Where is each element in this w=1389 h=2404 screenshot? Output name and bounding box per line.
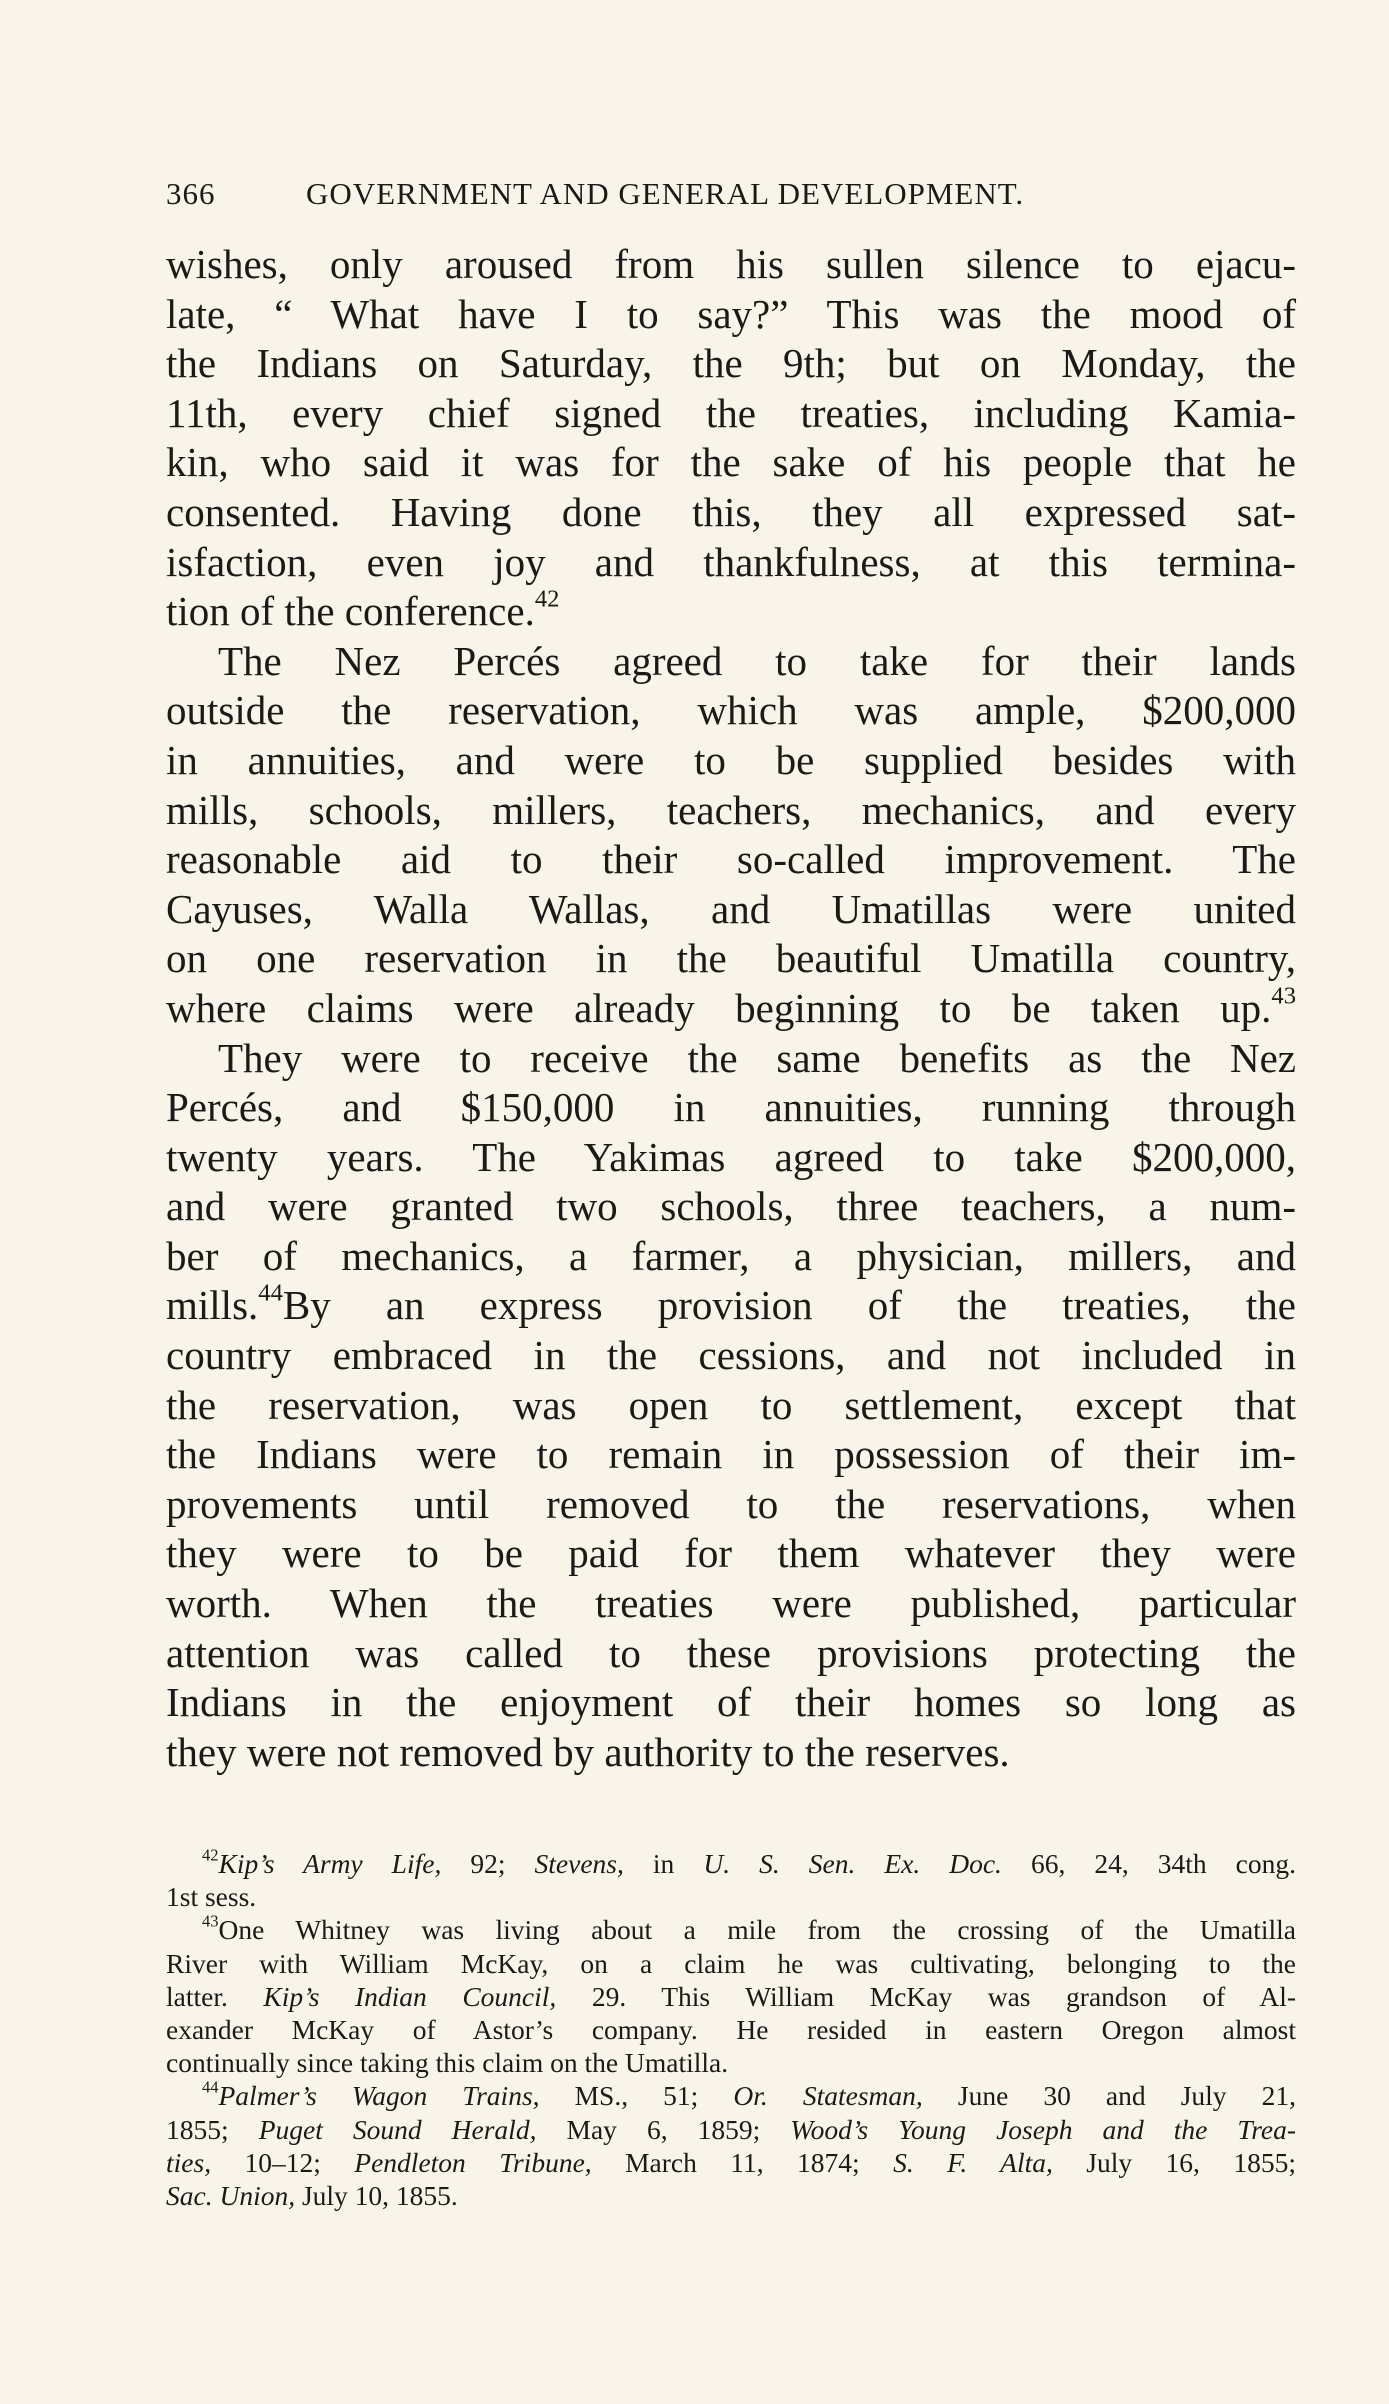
body-line: Cayuses, Walla Wallas, and Umatillas were united — [166, 885, 1296, 932]
body-line: provements until removed to the reservations, when — [166, 1480, 1296, 1527]
body-line: The Nez Percés agreed to take for their lands — [218, 637, 1296, 684]
body-line: isfaction, even joy and thankfulness, at this termina- — [166, 538, 1296, 585]
running-title: GOVERNMENT AND GENERAL DEVELOPMENT. — [306, 176, 1025, 211]
body-line: Indians in the enjoyment of their homes so long as — [166, 1679, 1296, 1726]
running-head — [166, 176, 1296, 220]
body-line: and were granted two schools, three teachers, a num- — [166, 1183, 1296, 1230]
footnote-line — [166, 2113, 1296, 2146]
footnote-text: May 6, 1859; — [536, 2113, 791, 2145]
citation: Palmer’s Wagon Trains, — [218, 2080, 540, 2112]
footnote-43 — [166, 1913, 1296, 1946]
footnote-line: exander McKay of Astor’s company. He resided in eastern Oregon almost — [166, 2013, 1296, 2045]
citation: Kip’s Army Life, — [218, 1848, 442, 1879]
footnotes — [166, 1847, 1296, 2212]
body-line: in annuities, and were to be supplied besides with — [166, 736, 1296, 783]
page-number: 366 — [166, 176, 216, 211]
footnote-text: latter. — [166, 1980, 264, 2012]
body-line: outside the reservation, which was ample, $200,000 — [166, 687, 1296, 734]
footnote-text: One Whitney was living about a mile from the crossing of the Umatilla — [218, 1914, 1296, 1946]
body-line: the reservation, was open to settlement, except that — [166, 1381, 1296, 1428]
footnote-text: 10–12; — [211, 2146, 355, 2178]
body-line-text: where claims were already beginning to be taken up. — [166, 984, 1272, 1031]
footnote-text: March 11, 1874; — [591, 2146, 894, 2178]
citation: ties, — [166, 2146, 212, 2178]
body-line: reasonable aid to their so-called improvement. The — [166, 836, 1296, 883]
body-line: they were not removed by authority to the reserves. — [166, 1728, 1010, 1775]
footnote-line — [166, 2146, 1296, 2179]
footnote-line — [166, 1980, 1296, 2013]
body-line: on one reservation in the beautiful Umatilla country, — [166, 935, 1296, 982]
footnote-42 — [166, 1847, 1296, 1880]
body-line: country embraced in the cessions, and not included in — [166, 1332, 1296, 1379]
body-line-text: mills. — [166, 1282, 259, 1329]
footnote-text: July 16, 1855; — [1052, 2146, 1296, 2178]
body-line: consented. Having done this, they all expressed sat- — [166, 488, 1296, 535]
body-line — [166, 1281, 1296, 1331]
footnote-text: 1855; — [166, 2113, 259, 2145]
body-line: 11th, every chief signed the treaties, including Kamia- — [166, 389, 1296, 436]
body-line: twenty years. The Yakimas agreed to take $200,000, — [166, 1133, 1296, 1180]
footnote-number: 44 — [202, 2077, 219, 2097]
footnote-number: 43 — [202, 1912, 219, 1931]
footnote-ref-44: 44 — [258, 1280, 283, 1308]
body-line: the Indians were to remain in possession of their im- — [166, 1431, 1296, 1478]
body-line: worth. When the treaties were published, particular — [166, 1580, 1296, 1627]
citation: Kip’s Indian Council, — [263, 1980, 557, 2012]
body-line: wishes, only aroused from his sullen silence to ejacu- — [166, 241, 1296, 287]
body-line-text: By an express provision of the treaties, the — [282, 1282, 1296, 1329]
footnote-line: continually since taking this claim on the Umatilla. — [166, 2047, 729, 2079]
body-line: mills, schools, millers, teachers, mechanics, and every — [166, 786, 1296, 833]
body-line — [166, 587, 1296, 637]
citation: Wood’s Young Joseph and the Trea- — [790, 2113, 1296, 2145]
footnote-line: 1st sess. — [166, 1881, 257, 1913]
citation: Pendleton Tribune, — [354, 2146, 592, 2178]
footnote-text: June 30 and July 21, — [922, 2080, 1297, 2112]
footnote-line — [166, 2179, 1296, 2212]
body-line: they were to be paid for them whatever they were — [166, 1530, 1296, 1577]
body-line — [166, 984, 1296, 1034]
footnote-ref-43: 43 — [1271, 982, 1296, 1010]
footnote-text: MS., 51; — [539, 2080, 734, 2112]
citation: Or. Statesman, — [733, 2080, 923, 2112]
body-line: They were to receive the same benefits as the Nez — [218, 1034, 1296, 1081]
citation: Puget Sound Herald, — [258, 2113, 537, 2145]
footnote-44 — [166, 2079, 1296, 2112]
footnote-number: 42 — [202, 1845, 219, 1865]
body-line: late, “ What have I to say?” This was the mood of — [166, 290, 1296, 337]
footnote-ref-42: 42 — [534, 585, 560, 613]
footnote-line: River with William McKay, on a claim he was cultivating, belonging to the — [166, 1947, 1296, 1979]
body-line: Percés, and $150,000 in annuities, running through — [166, 1084, 1296, 1131]
citation: Sac. Union, — [166, 2179, 296, 2211]
citation: U. S. Sen. Ex. Doc. — [703, 1848, 1002, 1879]
footnote-text: 66, 24, 34th cong. — [1001, 1848, 1297, 1879]
footnote-text: July 10, 1855. — [295, 2179, 458, 2211]
body-text — [166, 240, 1296, 1777]
footnote-text: 29. This William McKay was grandson of Al- — [556, 1980, 1296, 2012]
citation: S. F. Alta, — [893, 2146, 1053, 2178]
body-line: kin, who said it was for the sake of his people that he — [166, 439, 1296, 486]
footnote-text: 92; — [441, 1848, 535, 1879]
citation: Stevens, — [534, 1848, 624, 1879]
footnote-text: in — [623, 1848, 704, 1879]
body-line: attention was called to these provisions protecting the — [166, 1629, 1296, 1676]
body-line-text: tion of the conference. — [166, 588, 535, 635]
body-line: the Indians on Saturday, the 9th; but on Monday, the — [166, 340, 1296, 387]
body-line: ber of mechanics, a farmer, a physician, millers, and — [166, 1232, 1296, 1279]
